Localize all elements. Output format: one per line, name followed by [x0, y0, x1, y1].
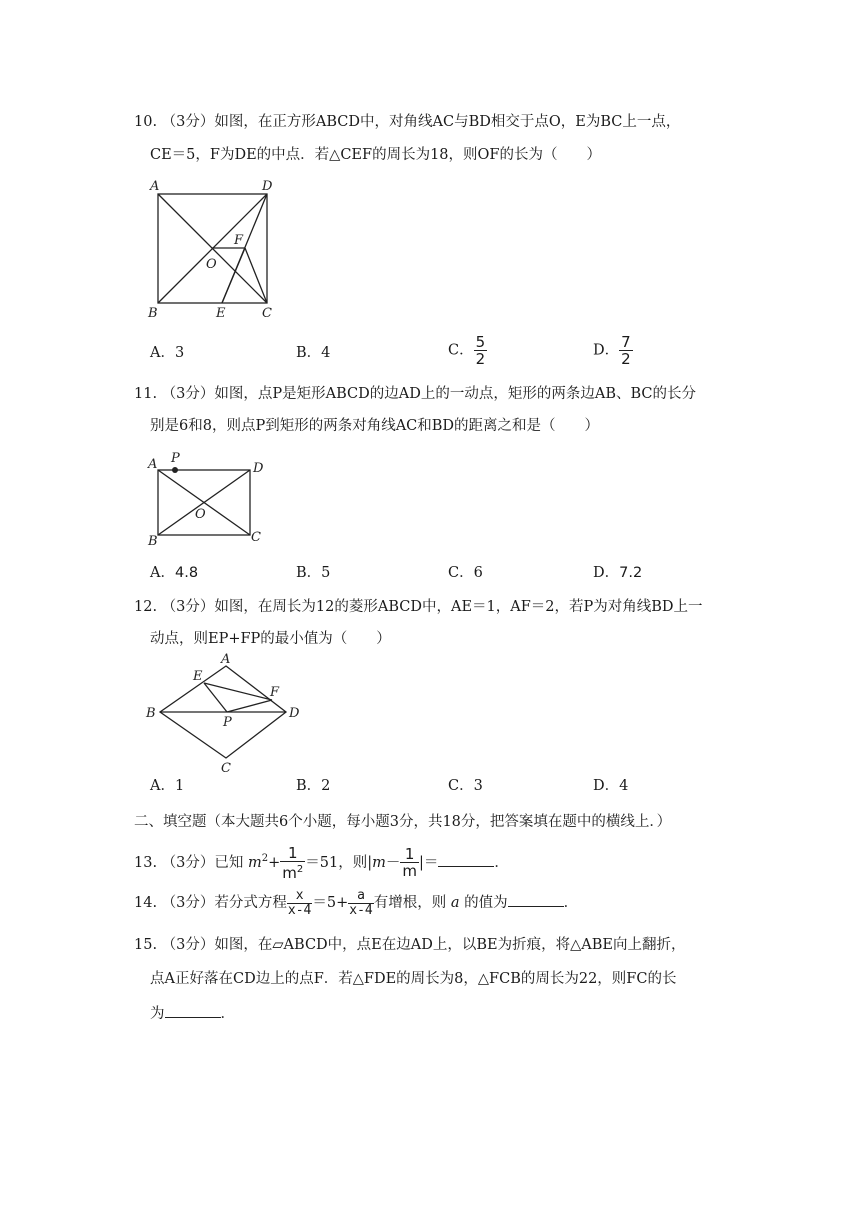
- q11-text-line2: 别是6和8，则点P到矩形的两条对角线AC和BD的距离之和是（ ）: [150, 418, 600, 434]
- q11-line1: [134, 384, 696, 404]
- q13-fraction-2: $\frac{1}{m}$: [402, 845, 418, 881]
- q10-option-c: C． $\frac{5}{2}$: [448, 333, 486, 368]
- q10-option-d-fraction: $\frac{7}{2}$: [621, 333, 631, 368]
- q12-text-line1: 如图，在周长为12的菱形ABCD中，AE＝1，AF＝2，若P为对角线BD上一: [214, 599, 703, 615]
- q11-point-p: [172, 467, 178, 473]
- q13-score: （3分）: [161, 854, 215, 871]
- q12-label-p: P: [223, 715, 232, 730]
- q12-option-a: A．1: [150, 778, 185, 794]
- q11-text-line1: 如图，点P是矩形ABCD的边AD上的一动点，矩形的两条边AB、BC的长分: [214, 386, 697, 402]
- q13-fraction-1: $\frac{1}{m^2}$: [282, 843, 304, 882]
- q13-answer-blank[interactable]: [438, 852, 494, 867]
- q10-segment-fe: [222, 248, 245, 303]
- q12-segment-fp: [227, 700, 272, 712]
- q12-label-e: E: [193, 669, 203, 684]
- q15-text-line1: 如图，在▱ABCD中，点E在边AD上，以BE为折痕，将△ABE向上翻折，: [214, 937, 686, 953]
- q12-score: （3分）: [161, 599, 215, 615]
- q12-line1: [134, 597, 703, 617]
- q10-label-e: E: [216, 306, 226, 321]
- q12-option-d: D．4: [593, 778, 629, 794]
- q11-option-d-value: 7.2: [619, 565, 643, 581]
- q14-number: 14.: [134, 895, 158, 911]
- q12-segment-ef: [204, 683, 272, 700]
- q14-fraction-1: $\frac{x}{x-4}$: [287, 887, 312, 918]
- q10-text-line1: 如图，在正方形ABCD中，对角线AC与BD相交于点O，E为BC上一点，: [214, 114, 681, 130]
- q11-score: （3分）: [161, 386, 215, 402]
- q12-line2: [150, 629, 391, 649]
- q14-score: （3分）: [161, 895, 215, 911]
- q14-line: 14. （3分）若分式方程 $\frac{x}{x-4}$ ＝5+ $\frac{a}{x-4}$ 有增根，则 a 的值为 ．: [134, 887, 579, 918]
- q12-label-a: A: [221, 652, 231, 667]
- q10-label-a: A: [150, 179, 160, 194]
- q12-option-d-value: 4: [619, 778, 629, 794]
- q12-option-b-value: 2: [321, 778, 331, 794]
- q11-label-b: B: [148, 534, 158, 548]
- q10-option-b: B．4: [296, 345, 331, 361]
- q10-line1: [134, 112, 680, 132]
- q11-option-a-value: 4.8: [174, 565, 199, 581]
- q10-line2: [150, 145, 601, 165]
- q11-label-p: P: [171, 451, 180, 466]
- q12-label-c: C: [221, 761, 231, 774]
- q11-label-a: A: [148, 457, 158, 472]
- q10-option-a: A．3: [150, 345, 185, 361]
- q15-line3: 为 ．: [150, 1003, 235, 1024]
- q10-option-a-value: 3: [174, 345, 185, 361]
- q11-label-d: D: [253, 461, 264, 476]
- q12-option-c: C．3: [448, 778, 483, 794]
- q12-label-d: D: [289, 706, 300, 721]
- q10-figure: [140, 172, 290, 324]
- q15-number: 15.: [134, 937, 158, 953]
- q12-option-c-value: 3: [473, 778, 483, 794]
- q10-option-d: D． $\frac{7}{2}$: [593, 333, 631, 368]
- q15-text-line2: 点A正好落在CD边上的点F．若△FDE的周长为8，△FCB的周长为22，则FC的长: [150, 971, 677, 987]
- q10-label-b: B: [148, 306, 158, 321]
- q12-figure: [140, 652, 310, 774]
- section2-heading: 二、填空题（本大题共6个小题，每小题3分，共18分，把答案填在题中的横线上．）: [134, 814, 672, 830]
- q15-line2: [150, 969, 676, 989]
- q11-option-a: A．4.8: [150, 565, 199, 581]
- q12-label-b: B: [146, 706, 156, 721]
- q11-option-c: C．6: [448, 565, 483, 581]
- q11-option-b: B．5: [296, 565, 331, 581]
- q13-number: 13.: [134, 854, 158, 871]
- q10-number: 10.: [134, 114, 158, 130]
- q10-label-d: D: [262, 179, 273, 194]
- q10-label-c: C: [262, 306, 272, 321]
- q10-label-o: O: [206, 257, 217, 272]
- q10-option-c-fraction: $\frac{5}{2}$: [475, 333, 486, 368]
- q13-line: 13. （3分）已知 $m^2+$ $\frac{1}{m^2}$ ＝51，则|m－ $\frac{1}{m}$ |＝ ．: [134, 843, 509, 882]
- q15-line1: [134, 935, 685, 955]
- q11-label-o: O: [195, 507, 206, 522]
- q11-line2: [150, 416, 599, 436]
- q12-number: 12.: [134, 599, 158, 615]
- q12-option-a-value: 1: [174, 778, 185, 794]
- q14-fraction-2: $\frac{a}{x-4}$: [349, 887, 373, 918]
- q12-option-b: B．2: [296, 778, 331, 794]
- q10-text-line2: CE＝5，F为DE的中点．若△CEF的周长为18，则OF的长为（ ）: [150, 147, 601, 163]
- q11-number: 11.: [134, 386, 158, 402]
- q12-label-f: F: [270, 685, 280, 700]
- q14-answer-blank[interactable]: [508, 892, 564, 907]
- q11-label-c: C: [251, 530, 261, 545]
- q12-text-line2: 动点，则EP+FP的最小值为（ ）: [150, 631, 391, 647]
- q10-segment-fc: [245, 248, 267, 303]
- q11-figure: [140, 448, 270, 548]
- q10-score: （3分）: [161, 114, 215, 130]
- q10-label-f: F: [234, 233, 244, 248]
- q15-score: （3分）: [161, 937, 215, 953]
- q11-option-b-value: 5: [321, 565, 331, 581]
- q11-option-d: D．7.2: [593, 565, 643, 581]
- q10-option-b-value: 4: [321, 345, 331, 361]
- q15-answer-blank[interactable]: [165, 1003, 221, 1018]
- q11-option-c-value: 6: [473, 565, 483, 581]
